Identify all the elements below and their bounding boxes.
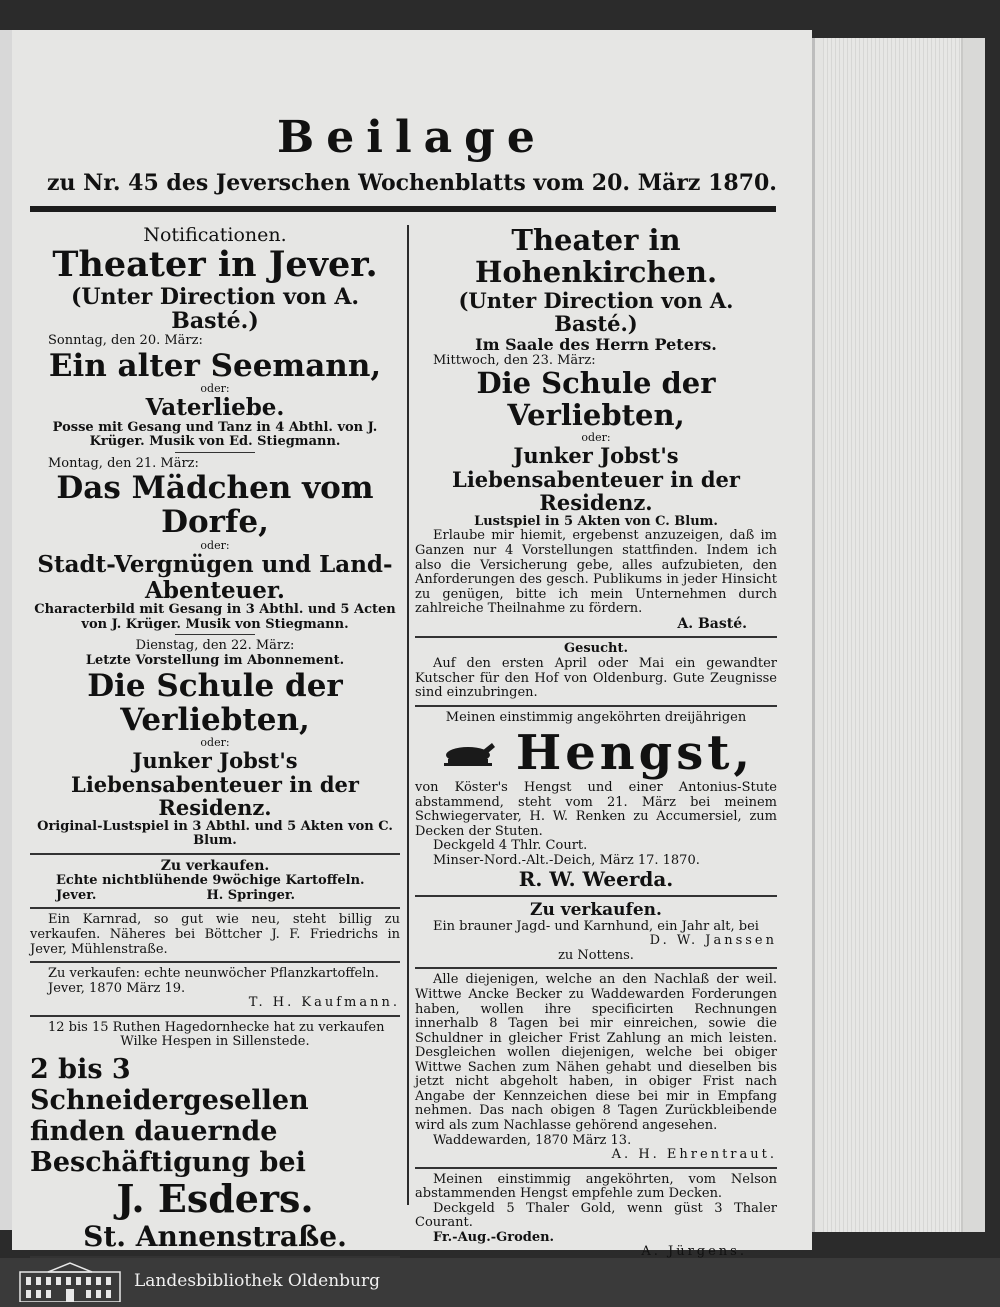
library-building-icon (18, 1262, 122, 1302)
date-sunday: Sonntag, den 20. März: (48, 333, 203, 349)
right-sale-heading: Zu verkaufen. (530, 899, 662, 920)
horse-icon (438, 739, 498, 767)
play2-subtitle: Stadt-Vergnügen und Land-Abenteuer. (37, 550, 393, 604)
sought-text: Auf den ersten April oder Mai ein gewandter Kutscher für den Hof von Oldenburg. Gute Zeugnisse sind einzubringen. (415, 655, 777, 701)
right-play-subtitle: Junker Jobst's Liebensabenteuer in der Residenz. (452, 443, 740, 516)
section-rule (415, 967, 777, 969)
hengst-headline (415, 725, 777, 781)
nelson-notice: Meinen einstimmig angeköhrten, vom Nelson abstammenden Hengst empfehle zum Decken. (415, 1171, 777, 1202)
section-rule (415, 705, 777, 707)
sale1-place: Jever. (56, 887, 97, 903)
estate-notice: Alle diejenigen, welche an den Nachlaß der weil. Wittwe Ancke Becker zu Waddewarden Forderungen haben, wollen ihre specificirten Rechnungen innerhalb 8 Tagen bei mir einreichen, sowie die Schuldner in gleicher Frist Zahlung an mich leisten. Desgleichen wollen diejenigen, welche bei obiger Wittwe Sachen zum Nähen gehabt und dieselben bis jetzt nicht abgeholt haben, in obiger Frist nach Angabe der Kennzeichen diese bei mir in Empfang nehmen. Das nach obigen 8 Tagen Zurückbleibende wird als zum Nachlasse gehörend angesehen. (415, 972, 777, 1133)
nelson-fee: Deckgeld 5 Thaler Gold, wenn güst 3 Thaler Courant. (415, 1200, 777, 1231)
ad-schneider-name: J. Esders. (116, 1176, 314, 1222)
play2-or: oder: (200, 538, 230, 552)
estate-date: Waddewarden, 1870 März 13. (433, 1132, 632, 1148)
play1-or: oder: (200, 381, 230, 395)
ad-schneider-text: 2 bis 3 Schneidergesellen finden dauernde Beschäftigung bei (30, 1053, 309, 1178)
section-rule (30, 1015, 400, 1017)
hengst-word: Hengst, (515, 725, 755, 782)
play3-or: oder: (200, 735, 230, 749)
hengst-fee: Deckgeld 4 Thlr. Court. (433, 838, 588, 854)
sale1-signature-line (30, 889, 400, 904)
right-play-description: Lustspiel in 5 Akten von C. Blum. (474, 513, 718, 529)
theater-hohenkirchen-title: Theater in Hohenkirchen. (474, 223, 718, 289)
ad-karnrad: Ein Karnrad, so gut wie neu, steht billig zu verkaufen. Näheres bei Böttcher J. F. Friedrichs in Jever, Mühlenstraße. (30, 912, 400, 957)
ad-kartoffeln: Zu verkaufen: echte neunwöcher Pflanzkartoffeln. (48, 966, 379, 982)
masthead-subtitle: zu Nr. 45 des Jeverschen Wochenblatts vom 20. März 1870. (47, 170, 777, 196)
venue-line: Im Saale des Herrn Peters. (475, 334, 717, 354)
sale1-heading: Zu verkaufen. (160, 857, 270, 874)
ad-kartoffeln-signer: T. H. Kaufmann. (248, 995, 400, 1011)
play1-description: Posse mit Gesang und Tanz in 4 Abthl. von J. Krüger. Musik von Ed. Stiegmann. (52, 419, 378, 450)
direction-line: (Unter Direction von A. Basté.) (70, 283, 360, 335)
right-direction-line: (Unter Direction von A. Basté.) (458, 287, 734, 337)
play2-title: Das Mädchen vom Dorfe, (56, 470, 374, 541)
separator (175, 634, 255, 635)
hengst-intro: Meinen einstimmig angeköhrten dreijährigen (445, 709, 747, 725)
play2-description: Characterbild mit Gesang in 3 Abthl. und 5 Acten von J. Krüger. Musik von Stiegmann. (34, 602, 396, 632)
previous-page-edge (0, 30, 12, 1230)
page-edge-lines (823, 38, 963, 1232)
newspaper-page (12, 30, 812, 1258)
right-sale-text: Ein brauner Jagd- und Karnhund, ein Jahr alt, bei (433, 918, 759, 934)
book-page-edges (812, 38, 985, 1232)
play1-subtitle: Vaterliebe. (145, 393, 285, 421)
nelson-signer: A. Jürgens. (641, 1244, 747, 1258)
ad-hagedorn-signer: Wilke Hespen in Sillenstede. (120, 1034, 310, 1050)
ad-kartoffeln-date: Jever, 1870 März 19. (48, 980, 186, 996)
play3-title: Die Schule der Verliebten, (87, 667, 343, 738)
masthead-rule (30, 206, 776, 212)
date-wednesday: Mittwoch, den 23. März: (433, 352, 596, 368)
hengst-signer: R. W. Weerda. (518, 867, 674, 892)
right-play-or: oder: (581, 431, 611, 445)
ad-schneider-street: St. Annenstraße. (83, 1219, 347, 1253)
book-cover-edge (961, 38, 985, 1232)
left-column (30, 225, 400, 1258)
sought-heading: Gesucht. (563, 641, 629, 657)
play1-title: Ein alter Seemann, (48, 347, 382, 384)
section-rule (415, 1167, 777, 1169)
nelson-place: Fr.-Aug.-Groden. (433, 1229, 555, 1245)
date-monday: Montag, den 21. März: (48, 455, 199, 471)
section-rule (30, 853, 400, 855)
play3-description: Original-Lustspiel in 3 Abthl. und 5 Akten von C. Blum. (37, 818, 393, 849)
column-divider (407, 225, 409, 1205)
hengst-date: Minser-Nord.-Alt.-Deich, März 17. 1870. (433, 852, 700, 868)
notifications-heading: Notificationen. (143, 224, 287, 246)
section-rule (30, 961, 400, 963)
section-rule (415, 895, 777, 897)
play3-subtitle: Junker Jobst's Liebensabenteuer in der Residenz. (71, 748, 359, 821)
separator (175, 452, 255, 453)
sale1-text: Echte nichtblühende 9wöchige Kartoffeln. (56, 873, 365, 889)
tuesday-note: Letzte Vorstellung im Abonnement. (85, 653, 345, 668)
date-tuesday: Dienstag, den 22. März: (135, 638, 295, 654)
right-column (415, 225, 777, 1258)
section-rule (30, 907, 400, 909)
footer-library-name: Landesbibliothek Oldenburg (134, 1271, 381, 1291)
hengst-text: von Köster's Hengst und einer Antonius-Stute abstammend, steht vom 21. März bei meinem Schwiegervater, H. W. Renken zu Accumersiel, zum Decken der Stuten. (415, 780, 777, 839)
right-sale-signer: D. W. Janssen (649, 933, 777, 949)
sale1-signer: H. Springer. (206, 887, 296, 903)
theater-jever-title: Theater in Jever. (52, 244, 378, 286)
ad-hagedorn: 12 bis 15 Ruthen Hagedornhecke hat zu verkaufen (48, 1019, 385, 1035)
right-play-title: Die Schule der Verliebten, (476, 366, 716, 433)
basté-signature: A. Basté. (677, 615, 747, 632)
estate-signer: A. H. Ehrentraut. (611, 1147, 777, 1163)
footer-bar (0, 1258, 1000, 1307)
right-sale-place: zu Nottens. (558, 947, 634, 963)
basté-notice: Erlaube mir hiemit, ergebenst anzuzeigen, daß im Ganzen nur 4 Vorstellungen stattfinden. Indem ich also die Versicherung gebe, alles aufzubieten, den Anforderungen des gesch. Publikums in jeder Hinsicht zu genügen, bitte ich mein Unternehmen durch zahlreiche Theilnahme zu fördern. (415, 528, 777, 617)
section-rule (415, 636, 777, 638)
masthead-title: Beilage (277, 112, 547, 163)
